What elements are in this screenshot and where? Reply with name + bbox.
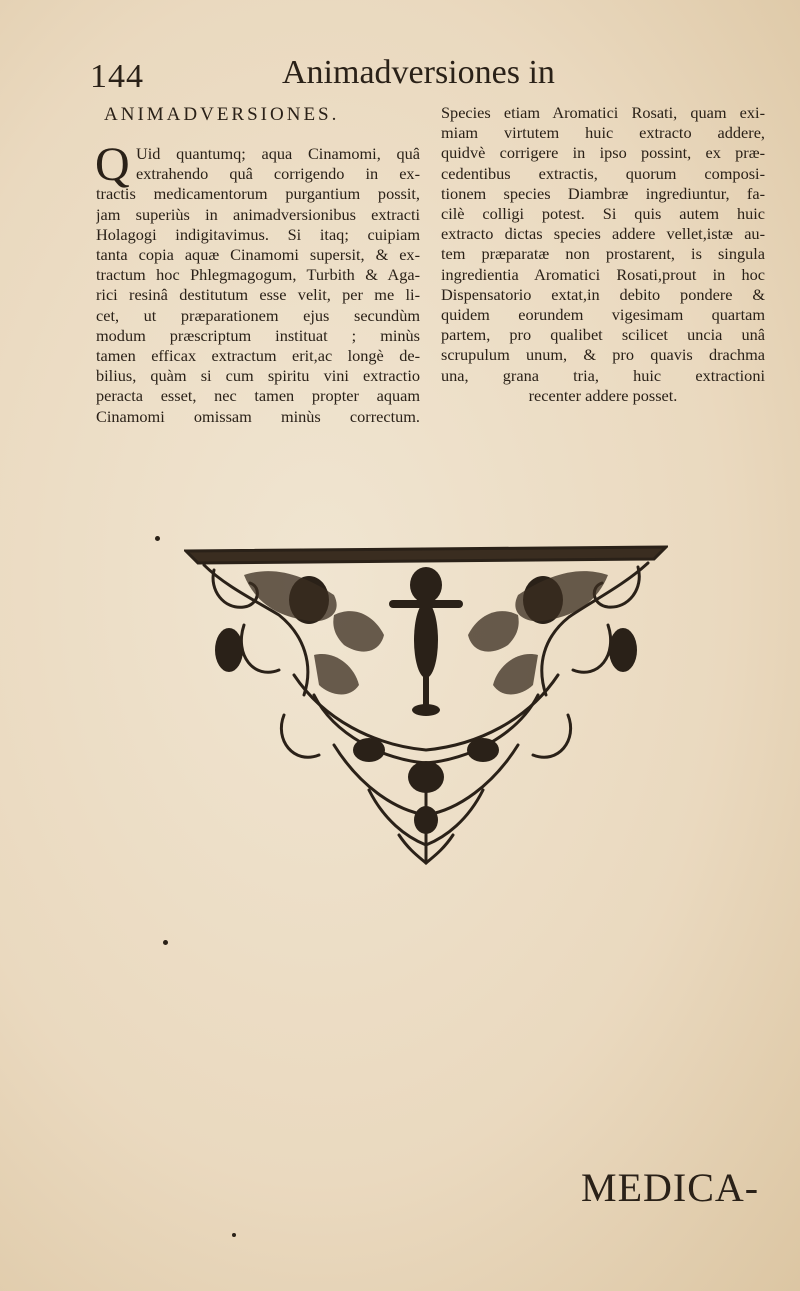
text-line: cet, ut præparationem ejus secundùm [96, 305, 420, 325]
text-line: miam virtutem huic extracto addere, [441, 123, 765, 143]
text-line: recenter addere posset. [528, 385, 678, 405]
text-line: tractum hoc Phlegmagogum, Turbith & Aga- [96, 265, 420, 285]
text-line: cedentibus extractis, quorum composi- [441, 163, 765, 183]
text-line: tionem species Diambræ ingrediuntur, fa- [441, 183, 765, 203]
drop-cap: Q [95, 138, 130, 191]
right-column [441, 103, 765, 406]
text-line: extracto dictas species addere vellet,istæ au- [441, 224, 765, 244]
text-line: partem, pro qualibet scilicet uncia unâ [441, 325, 765, 345]
text-line: una, grana tria, huic extractioni [441, 365, 765, 385]
ink-spot [163, 940, 168, 945]
text-line: extrahendo quâ corrigendo in ex- [136, 164, 420, 184]
text-line: Cinamomi omissam minùs correctum. [96, 406, 420, 426]
ink-spot [232, 1233, 236, 1237]
text-line: modum præscriptum instituat ; minùs [96, 325, 420, 345]
text-line: Uid quantumq; aqua Cinamomi, quâ [136, 144, 420, 163]
text-line: tanta copia aquæ Cinamomi supersit, & ex- [96, 245, 420, 265]
text-line: jam superiùs in animadversionibus extracti [96, 204, 420, 224]
text-line: tractis medicamentorum purgantium possit, [96, 184, 420, 204]
catchword: MEDICA- [581, 1165, 760, 1210]
text-line: scrupulum unum, & pro quavis drachma [441, 345, 765, 365]
text-line: rici resinâ destitutum esse velit, per me li- [96, 285, 420, 305]
text-line: tamen efficax extractum erit,ac longè de- [96, 346, 420, 366]
page-number: 144 [90, 58, 144, 95]
text-line: peracta esset, nec tamen propter aquam [96, 386, 420, 406]
text-line: cilè colligi potest. Si quis autem huic [441, 204, 765, 224]
section-heading: ANIMADVERSIONES. [104, 104, 340, 125]
text-line: ingredientia Aromatici Rosati,prout in hoc [441, 264, 765, 284]
text-line: bilius, quàm si cum spiritu vini extractio [96, 366, 420, 386]
text-line: quidvè corrigere in ipso possint, ex præ- [441, 143, 765, 163]
text-line: Dispensatorio extat,in debito pondere & [441, 284, 765, 304]
woodcut-ornament [184, 545, 668, 865]
text-line: tem præparatæ non prostarent, is singula [441, 244, 765, 264]
running-title: Animadversiones in [282, 54, 555, 91]
ink-spot [155, 536, 160, 541]
text-line: quidem eorundem vigesimam quartam [441, 305, 765, 325]
text-line: Holagogi indigitavimus. Si itaq; cuipiam [96, 224, 420, 244]
text-line: Species etiam Aromatici Rosati, quam exi- [441, 103, 765, 122]
left-column [95, 138, 420, 427]
